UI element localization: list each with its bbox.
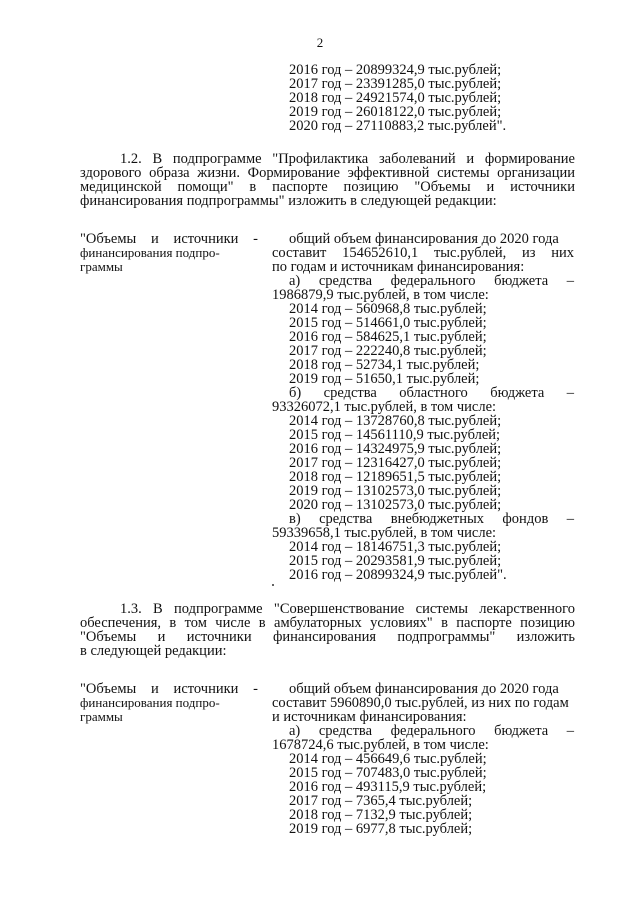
financing-line: 2020 год – 13102573,0 тыс.рублей; [289,497,502,513]
financing-line: 2015 год – 14561110,9 тыс.рублей; [289,427,501,443]
section-1-2-paragraph-line: финансирования подпрограммы" изложить в следующей редакции: [80,193,497,209]
financing-line: 2014 год – 18146751,3 тыс.рублей; [289,539,502,555]
financing-line: б) средства областного бюджета – [289,385,574,401]
section-1-3-paragraph-line: 1.3. В подпрограмме "Совершенствование системы лекарственного [120,601,575,617]
financing-line: 2016 год – 584625,1 тыс.рублей; [289,329,487,345]
financing-line: 59339658,1 тыс.рублей, в том числе: [272,525,497,541]
section-1-2-paragraph-line: медицинской помощи" в паспорте позицию "Объемы и источники [80,179,575,195]
financing-line: 2016 год – 493115,9 тыс.рублей; [289,779,487,795]
left-label-line: "Объемы и источники - [80,231,258,247]
financing-line: 2018 год – 7132,9 тыс.рублей; [289,807,473,823]
financing-line: а) средства федерального бюджета – [289,273,574,289]
financing-line: составит 154652610,1 тыс.рублей, из них [272,245,574,261]
left-label-line: "Объемы и источники - [80,681,258,697]
financing-line: 2015 год – 707483,0 тыс.рублей; [289,765,487,781]
financing-line: 2017 год – 222240,8 тыс.рублей; [289,343,487,359]
scan-dot [272,584,274,586]
section-1-2-paragraph-line: 1.2. В подпрограмме "Профилактика заболеваний и формирование [120,151,575,167]
financing-line: 2015 год – 514661,0 тыс.рублей; [289,315,487,331]
left-label-line: граммы [80,259,123,274]
financing-line: а) средства федерального бюджета – [289,723,574,739]
top-line: 2020 год – 27110883,2 тыс.рублей". [289,118,507,134]
financing-line: 93326072,1 тыс.рублей, в том числе: [272,399,497,415]
financing-line: 2014 год – 13728760,8 тыс.рублей; [289,413,502,429]
financing-line: по годам и источникам финансирования: [272,259,525,275]
financing-line: 2019 год – 13102573,0 тыс.рублей; [289,483,502,499]
section-1-3-paragraph-line: в следующей редакции: [80,643,227,659]
financing-line: 2014 год – 560968,8 тыс.рублей; [289,301,487,317]
top-line: 2018 год – 24921574,0 тыс.рублей; [289,90,502,106]
financing-line: 1678724,6 тыс.рублей, в том числе: [272,737,489,753]
financing-line: 2018 год – 12189651,5 тыс.рублей; [289,469,502,485]
financing-line: 2019 год – 51650,1 тыс.рублей; [289,371,480,387]
financing-line: 2016 год – 20899324,9 тыс.рублей". [289,567,507,583]
left-label-line: граммы [80,709,123,724]
top-line: 2017 год – 23391285,0 тыс.рублей; [289,76,502,92]
top-line: 2016 год – 20899324,9 тыс.рублей; [289,62,502,78]
financing-line: 1986879,9 тыс.рублей, в том числе: [272,287,489,303]
financing-line: 2018 год – 52734,1 тыс.рублей; [289,357,480,373]
section-1-3-paragraph-line: обеспечения, в том числе в амбулаторных условиях" в паспорте позицию [80,615,575,631]
left-label-line: финансирования подпро- [80,695,220,710]
financing-line: и источникам финансирования: [272,709,467,725]
left-label-line: финансирования подпро- [80,245,220,260]
section-1-3-paragraph-line: "Объемы и источники финансирования подпрограммы" изложить [80,629,575,645]
financing-line: 2016 год – 14324975,9 тыс.рублей; [289,441,502,457]
top-line: 2019 год – 26018122,0 тыс.рублей; [289,104,502,120]
financing-line: 2017 год – 12316427,0 тыс.рублей; [289,455,502,471]
financing-line: 2015 год – 20293581,9 тыс.рублей; [289,553,502,569]
page-number: 2 [316,35,324,50]
financing-line: общий объем финансирования до 2020 года [289,681,559,697]
section-1-2-paragraph-line: здорового образа жизни. Формирование эффективной системы организации [80,165,575,181]
financing-line: составит 5960890,0 тыс.рублей, из них по годам [272,695,569,711]
financing-line: 2017 год – 7365,4 тыс.рублей; [289,793,473,809]
financing-line: в) средства внебюджетных фондов – [289,511,574,527]
financing-line: общий объем финансирования до 2020 года [289,231,559,247]
financing-line: 2019 год – 6977,8 тыс.рублей; [289,821,473,837]
financing-line: 2014 год – 456649,6 тыс.рублей; [289,751,487,767]
